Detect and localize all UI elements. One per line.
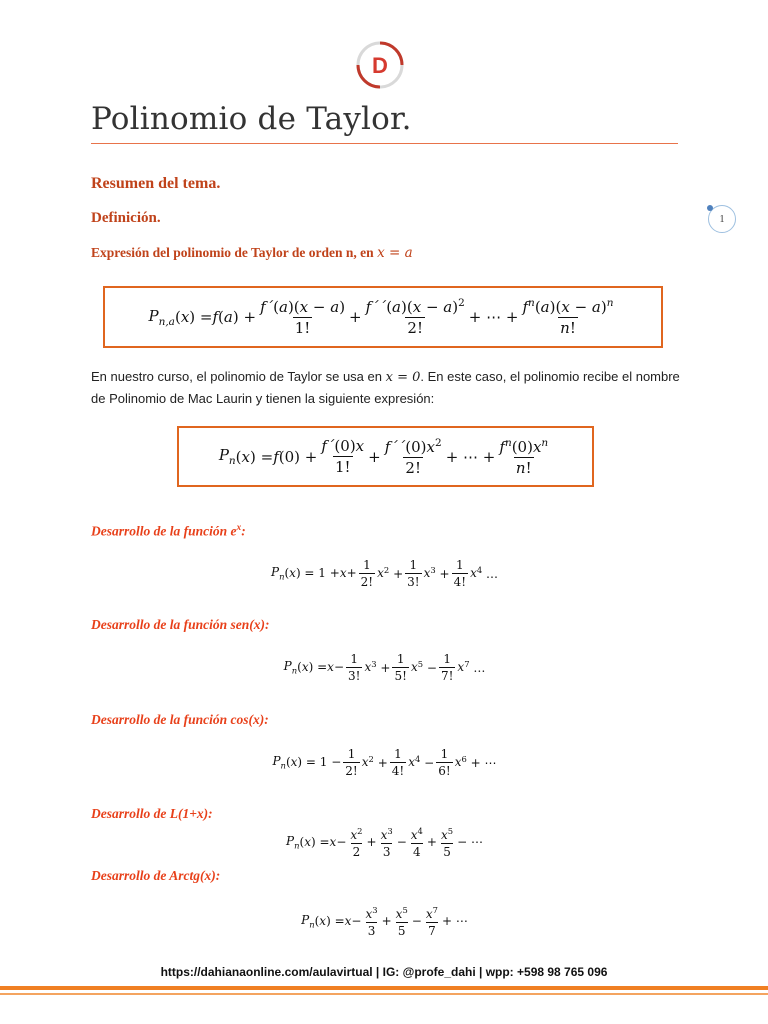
development-arctan-heading: Desarrollo de Arctg(x):	[91, 868, 221, 883]
paragraph-var: x = 0	[385, 370, 421, 385]
expression-intro	[91, 245, 413, 261]
paragraph-after: . En este caso, el polinomio recibe el nombre de Polinomio de Mac Laurin y tienen la siguiente expresión:	[91, 369, 680, 406]
footer-bar-secondary	[0, 993, 768, 995]
development-sin-heading: Desarrollo de la función sen(x):	[91, 617, 270, 632]
development-exp-heading: Desarrollo de la función $e^x$:	[91, 523, 246, 539]
title-divider	[91, 143, 678, 144]
page-title: Polinomio de Taylor.	[91, 101, 412, 137]
arctan-series: $P_n$ ( x ) = x − $\frac{x^3}{3}$ + $\frac{x^5}{5}$ − $\frac{x^7}{7}$ + ⋯	[301, 904, 468, 938]
maclaurin-formula-box: $P_n$ ( x ) = f (0) + $\frac{f´(0)x}{1!}$ + $\frac{f´´(0)x^2}{2!}$ + ⋯ + $\frac{f^n(0)x^n}{n!}$	[177, 426, 594, 487]
footer-contact: https://dahianaonline.com/aulavirtual | IG: @profe_dahi | wpp: +598 98 765 096	[160, 965, 608, 979]
sin-series: $P_n$ ( x ) = x − $\frac{1}{3!}$ x $^3$ + $\frac{1}{5!}$ x $^5$ − $\frac{1}{7!}$ x $^7$ …	[283, 651, 486, 683]
badge-dot-icon	[707, 205, 713, 211]
development-log-heading: Desarrollo de L(1+x):	[91, 806, 213, 821]
paragraph-before: En nuestro curso, el polinomio de Taylor se usa en	[91, 369, 382, 384]
development-cos-heading: Desarrollo de la función cos(x):	[91, 712, 269, 727]
footer-bar	[0, 986, 768, 990]
exp-series: $P_n$ ( x ) = 1 + x + $\frac{1}{2!}$ x $^2$ + $\frac{1}{3!}$ x $^3$ + $\frac{1}{4!}$ x $^4$ …	[270, 557, 499, 589]
cos-series: $P_n$ ( x ) = 1 − $\frac{1}{2!}$ x $^2$ + $\frac{1}{4!}$ x $^4$ − $\frac{1}{6!}$ x $^6$ + ⋯	[272, 746, 497, 778]
logo-d-icon	[355, 40, 405, 90]
section-heading: Resumen del tema.	[91, 175, 221, 192]
svg-text:D: D	[372, 53, 388, 78]
page-number-badge	[708, 205, 736, 233]
expression-intro-text: Expresión del polinomio de Taylor de orden n, en	[91, 245, 374, 260]
taylor-formula-box: $P_{n,a}$ ( x ) = f ( a ) + $\frac{f´(a)(x - a)}{1!}$ + $\frac{f´´(a)(x - a)^2}{2!}$ + ⋯ + $\frac{f^n(a)(x - a)^n}{n!}$	[103, 286, 663, 348]
log-series: $P_n$ ( x ) = x − $\frac{x^2}{2}$ + $\frac{x^3}{3}$ − $\frac{x^4}{4}$ + $\frac{x^5}{5}$ − ⋯	[286, 825, 483, 859]
maclaurin-paragraph	[91, 366, 691, 409]
page-number: 1	[719, 213, 725, 225]
expression-var: x = a	[377, 245, 413, 261]
definition-heading: Definición.	[91, 210, 161, 226]
